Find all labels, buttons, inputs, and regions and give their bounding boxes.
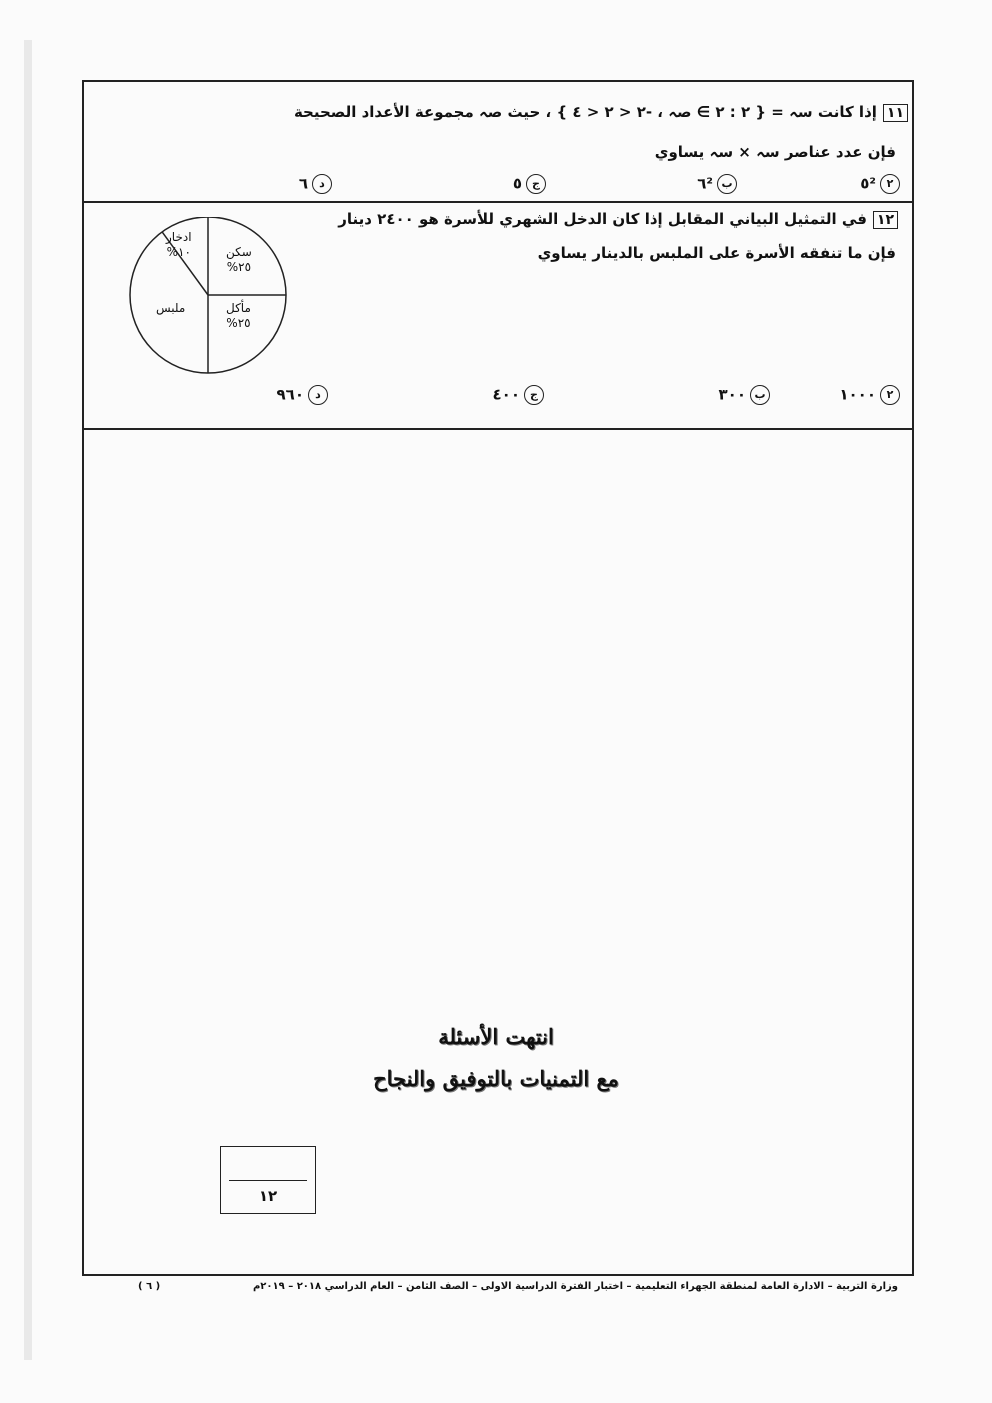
q11-text2: فإن عدد عناصر سہ × سہ يساوي <box>654 143 896 161</box>
pie-label-food <box>226 301 251 331</box>
q11-option-c[interactable] <box>513 174 546 194</box>
pie-label-savings-name: ادخار <box>166 230 192 244</box>
q12-option-a-value: ١٠٠٠ <box>839 385 876 404</box>
q12-option-d[interactable] <box>277 385 328 405</box>
q11-number: ١١ <box>883 104 908 122</box>
q12-option-b-value: ٣٠٠ <box>718 385 746 404</box>
pie-label-clothing-name: ملبس <box>156 301 186 315</box>
q11-option-a[interactable] <box>860 174 900 194</box>
closing-wishes: مع التمنيات بالتوفيق والنجاح <box>373 1066 619 1091</box>
pie-label-clothing <box>156 301 185 316</box>
pie-label-housing <box>226 245 252 275</box>
pie-label-food-name: مأكل <box>226 301 251 315</box>
pie-label-savings <box>166 230 192 260</box>
q11-stem: إذا كانت سہ = { ٢ : ٢ ∋ صہ ، -٢ < ٢ < ٤ } ، حيث صہ مجموعة الأعداد الصحيحة <box>293 103 877 121</box>
q12-option-b-letter: ب <box>750 385 770 405</box>
pie-label-housing-value: ٢٥% <box>226 260 252 274</box>
pie-chart <box>126 217 288 375</box>
q12-option-b[interactable] <box>719 385 770 405</box>
pie-label-housing-name: سكن <box>226 245 252 259</box>
q11-option-c-letter: ج <box>526 174 546 194</box>
closing-title: انتهت الأسئلة <box>438 1024 554 1049</box>
q12-option-c[interactable] <box>493 385 544 405</box>
pie-label-food-value: ٢٥% <box>226 316 251 330</box>
q11-option-d[interactable] <box>299 174 332 194</box>
footer-text: وزارة التربية – الادارة العامة لمنطقة الجهراء التعليمية – اختبار الفترة الدراسية الاولى – الصف الثامن – العام الدراسي ٢٠١٨ – ٢٠١٩م <box>252 1281 898 1292</box>
q11-option-c-value: ٥ <box>512 174 522 193</box>
scan-margin-bar <box>24 40 32 1360</box>
q12-option-d-letter: د <box>308 385 328 405</box>
page-number: ( ٦ ) <box>138 1281 161 1292</box>
q11-option-a-value: ٥² <box>860 174 876 193</box>
q12-option-c-value: ٤٠٠ <box>492 385 520 404</box>
q12-option-a[interactable] <box>839 385 900 405</box>
pie-label-savings-value: ١٠% <box>166 245 191 259</box>
divider-after-q12 <box>82 428 914 430</box>
q11-text <box>294 103 908 122</box>
q12-stem: في التمثيل البياني المقابل إذا كان الدخل الشهري للأسرة هو ٢٤٠٠ دينار <box>338 210 867 228</box>
q12-text2: فإن ما تنفقه الأسرة على الملبس بالدينار يساوي <box>537 244 896 262</box>
q11-option-a-letter: ٢ <box>880 174 900 194</box>
q11-option-b-letter: ب <box>717 174 737 194</box>
q11-option-b-value: ٦² <box>697 174 713 193</box>
pie-chart-svg <box>126 217 288 375</box>
q11-option-d-letter: د <box>312 174 332 194</box>
q12-number: ١٢ <box>873 211 898 229</box>
q12-option-a-letter: ٢ <box>880 385 900 405</box>
score-box <box>220 1146 316 1214</box>
q12-option-c-letter: ج <box>524 385 544 405</box>
q11-option-b[interactable] <box>697 174 737 194</box>
q12-option-d-value: ٩٦٠ <box>276 385 304 404</box>
q11-option-d-value: ٦ <box>298 174 308 193</box>
score-max: ١٢ <box>258 1187 278 1205</box>
divider-q11-q12 <box>82 201 914 203</box>
q12-text <box>338 210 898 229</box>
score-line <box>229 1180 307 1181</box>
